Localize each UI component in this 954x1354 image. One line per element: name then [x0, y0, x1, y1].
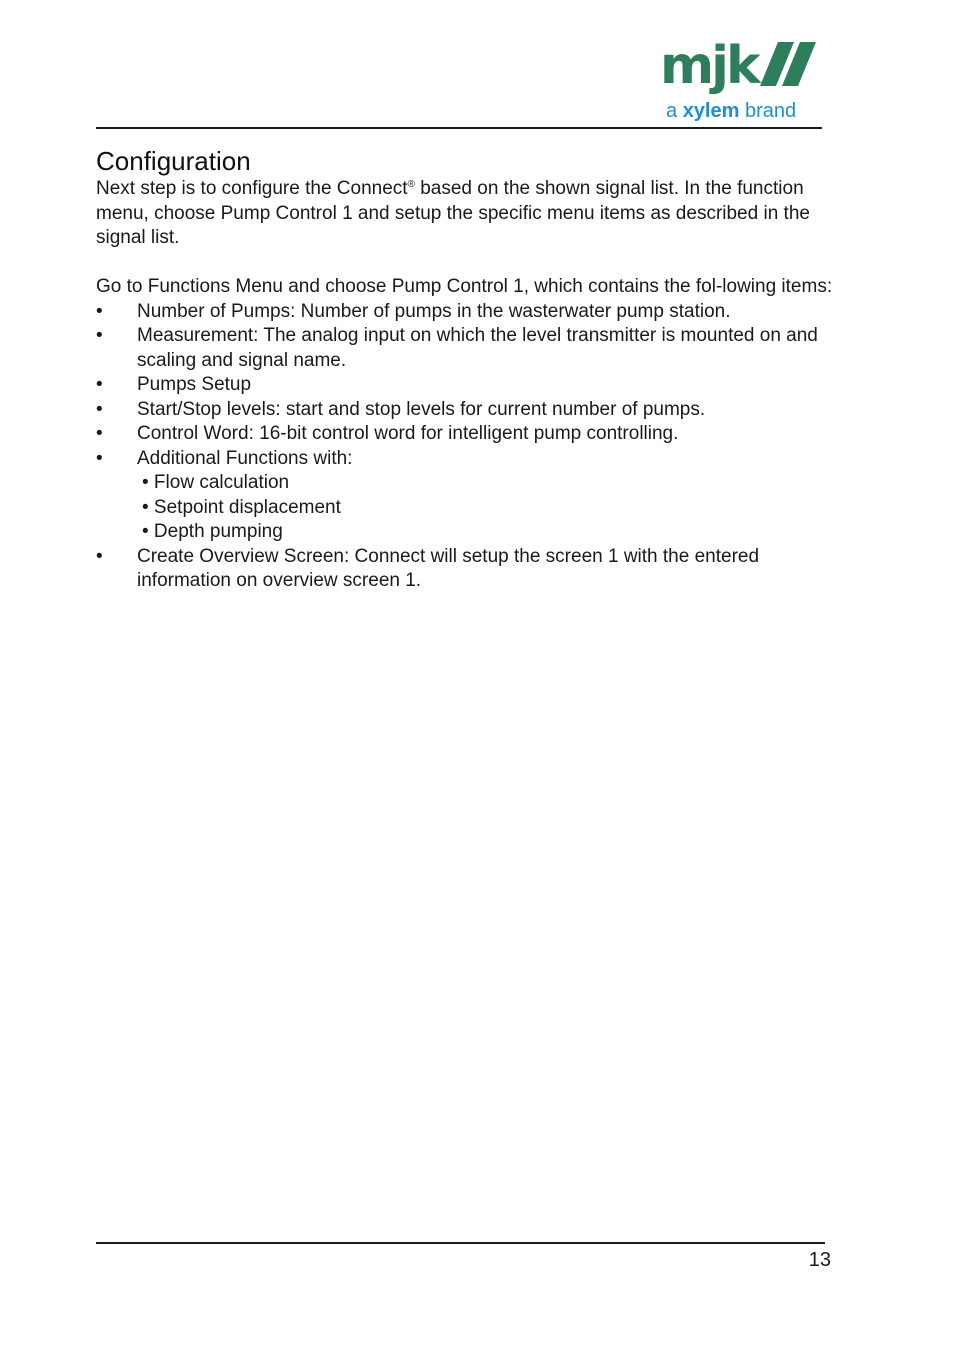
list-item-text: Additional Functions with: — [137, 447, 353, 469]
bullet: • — [96, 545, 103, 567]
list-item-text: Control Word: 16-bit control word for intelligent pump controlling. — [137, 423, 679, 444]
logo-tagline — [666, 100, 830, 123]
list-item-text: Number of Pumps: Number of pumps in the wasterwater pump station. — [137, 300, 731, 322]
page-number: 13 — [808, 1249, 831, 1271]
sub-list-item: • Setpoint displacement — [142, 496, 341, 518]
list-item — [96, 398, 836, 423]
intro-part-1: Next step is to configure the Connect — [96, 178, 408, 199]
logo-slashes-icon — [760, 42, 818, 86]
list-item-text: Start/Stop levels: start and stop levels for current number of pumps. — [137, 398, 706, 420]
logo-wordmark: mjk — [660, 36, 758, 96]
list-item — [96, 545, 836, 594]
list-item-text: Pumps Setup — [137, 374, 252, 395]
list-item — [96, 300, 836, 325]
logo-tagline-suffix: brand — [744, 100, 797, 122]
bullet: • — [96, 447, 103, 469]
logo-tagline-prefix: a — [666, 100, 678, 122]
registered-mark: ® — [407, 179, 415, 190]
list-item-text: Measurement: The analog input on which the level transmitter is mounted on and scaling and signal name. — [137, 325, 818, 371]
mjk-logo — [660, 36, 830, 128]
bullet: • — [96, 398, 103, 420]
list-item — [96, 447, 836, 545]
list-item-text: Create Overview Screen: Connect will setup the screen 1 with the entered information on overview screen 1. — [137, 545, 760, 591]
sub-list-item: • Flow calculation — [142, 472, 290, 493]
header-rule — [96, 127, 822, 129]
logo-tagline-brand: xylem — [682, 100, 740, 122]
list-item — [96, 373, 836, 398]
item-list — [96, 300, 836, 594]
sub-list-item: • Depth pumping — [142, 521, 283, 542]
bullet: • — [96, 300, 103, 322]
logo-wordmark-row — [660, 36, 830, 96]
list-item — [96, 422, 836, 447]
lead-paragraph: Go to Functions Menu and choose Pump Control 1, which contains the fol-lowing items: — [96, 276, 833, 297]
page-title: Configuration — [96, 146, 251, 176]
sub-item-list — [137, 471, 836, 545]
bullet: • — [96, 374, 103, 395]
page-content — [96, 145, 836, 594]
bullet: • — [96, 325, 103, 346]
bullet: • — [96, 423, 103, 444]
footer-rule — [96, 1242, 825, 1244]
list-item — [96, 324, 836, 373]
intro-part-2: based on the shown signal list. In the function menu, choose Pump Control 1 and setup the specific menu items as described in the signal list. — [96, 178, 810, 248]
paragraph-gap — [96, 251, 836, 276]
intro-paragraph — [96, 177, 836, 251]
